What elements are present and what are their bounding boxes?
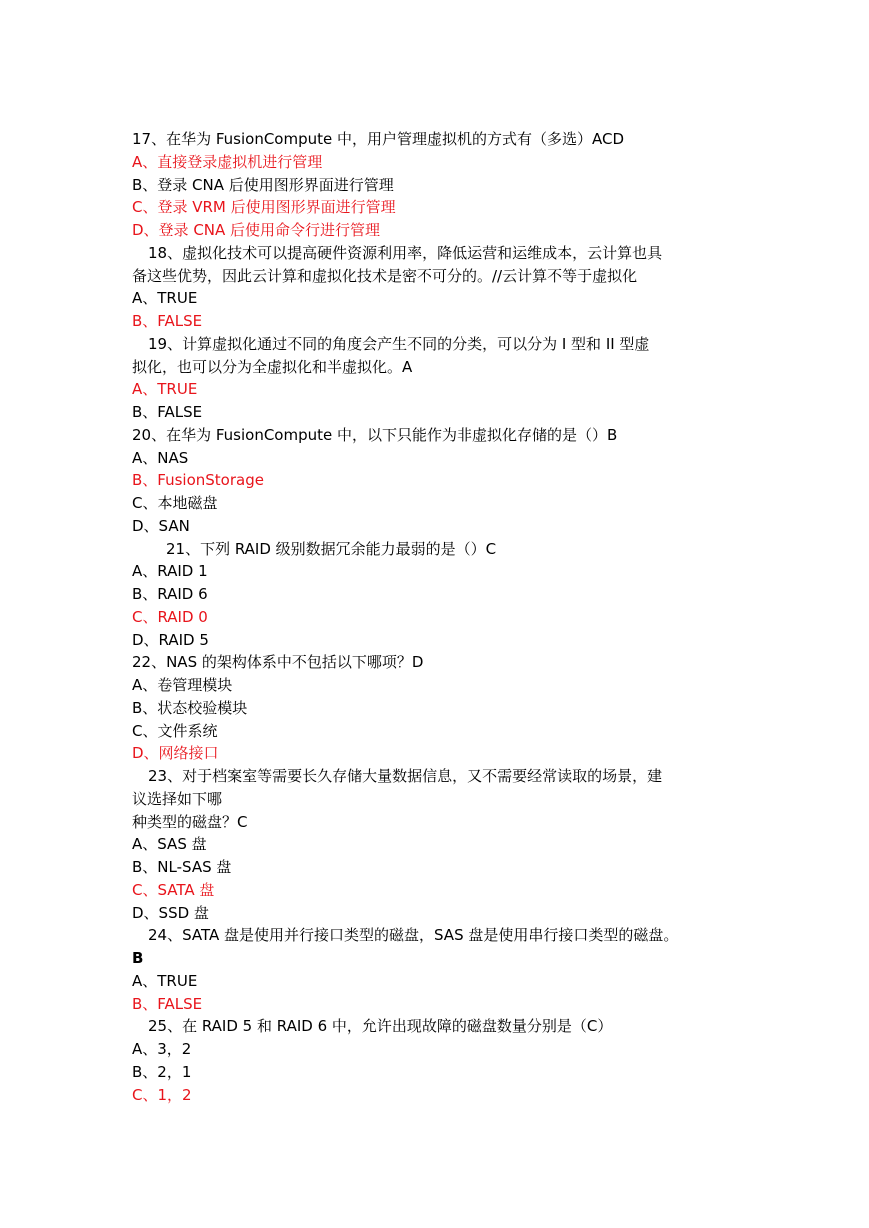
text-line: 议选择如下哪 [132,789,223,808]
text-line: 24、SATA 盘是使用并行接口类型的磁盘，SAS 盘是使用串行接口类型的磁盘。 [148,926,679,945]
text-line: 21、下列 RAID 级别数据冗余能力最弱的是（）C [166,539,497,558]
text-line: C、文件系统 [132,721,218,740]
text-line: 20、在华为 FusionCompute 中，以下只能作为非虚拟化存储的是（）B [132,425,618,444]
text-line: B、FALSE [132,994,203,1013]
text-line: C、SATA 盘 [132,880,215,899]
text-line: 25、在 RAID 5 和 RAID 6 中，允许出现故障的磁盘数量分别是（C） [148,1017,613,1036]
text-line: 23、对于档案室等需要长久存储大量数据信息，又不需要经常读取的场景，建 [148,767,663,785]
text-line: B、2，1 [132,1062,192,1081]
text-line: 17、在华为 FusionCompute 中，用户管理虚拟机的方式有（多选）ACD [132,130,625,148]
text-line: A、卷管理模块 [132,676,233,694]
text-line: B、RAID 6 [132,585,208,603]
text-line: D、SSD 盘 [132,903,209,922]
text-line: B、登录 CNA 后使用图形界面进行管理 [132,175,394,194]
text-line: B、状态校验模块 [132,698,248,717]
text-line: B、FALSE [132,403,203,421]
text-line: A、3，2 [132,1040,192,1058]
text-line: B、FALSE [132,312,203,330]
text-line: A、TRUE [132,380,198,399]
text-line: B、NL-SAS 盘 [132,858,232,876]
text-line: D、SAN [132,516,190,535]
text-line: 18、虚拟化技术可以提高硬件资源利用率，降低运营和运维成本，云计算也具 [148,243,663,262]
text-line: A、直接登录虚拟机进行管理 [132,152,323,171]
text-line: A、RAID 1 [132,562,208,581]
text-line: D、网络接口 [132,744,219,763]
text-line: 种类型的磁盘？C [132,812,248,831]
text-line: C、1，2 [132,1085,192,1104]
text-line: 备这些优势，因此云计算和虚拟化技术是密不可分的。//云计算不等于虚拟化 [132,266,638,285]
text-line: A、SAS 盘 [132,835,207,854]
text-line: C、RAID 0 [132,607,208,626]
text-line: A、TRUE [132,971,198,990]
text-line: C、本地磁盘 [132,494,218,512]
text-line: D、RAID 5 [132,630,209,649]
text-line: 拟化，也可以分为全虚拟化和半虚拟化。A [132,357,413,376]
text-line: D、登录 CNA 后使用命令行进行管理 [132,221,381,239]
text-line: 22、NAS 的架构体系中不包括以下哪项？D [132,653,424,672]
text-line: C、登录 VRM 后使用图形界面进行管理 [132,198,396,217]
text-line: B [132,949,144,967]
text-line: A、NAS [132,448,189,467]
text-line: A、TRUE [132,289,198,308]
text-line: 19、计算虚拟化通过不同的角度会产生不同的分类，可以分为 I 型和 II 型虚 [148,334,650,353]
text-line: B、FusionStorage [132,471,264,490]
